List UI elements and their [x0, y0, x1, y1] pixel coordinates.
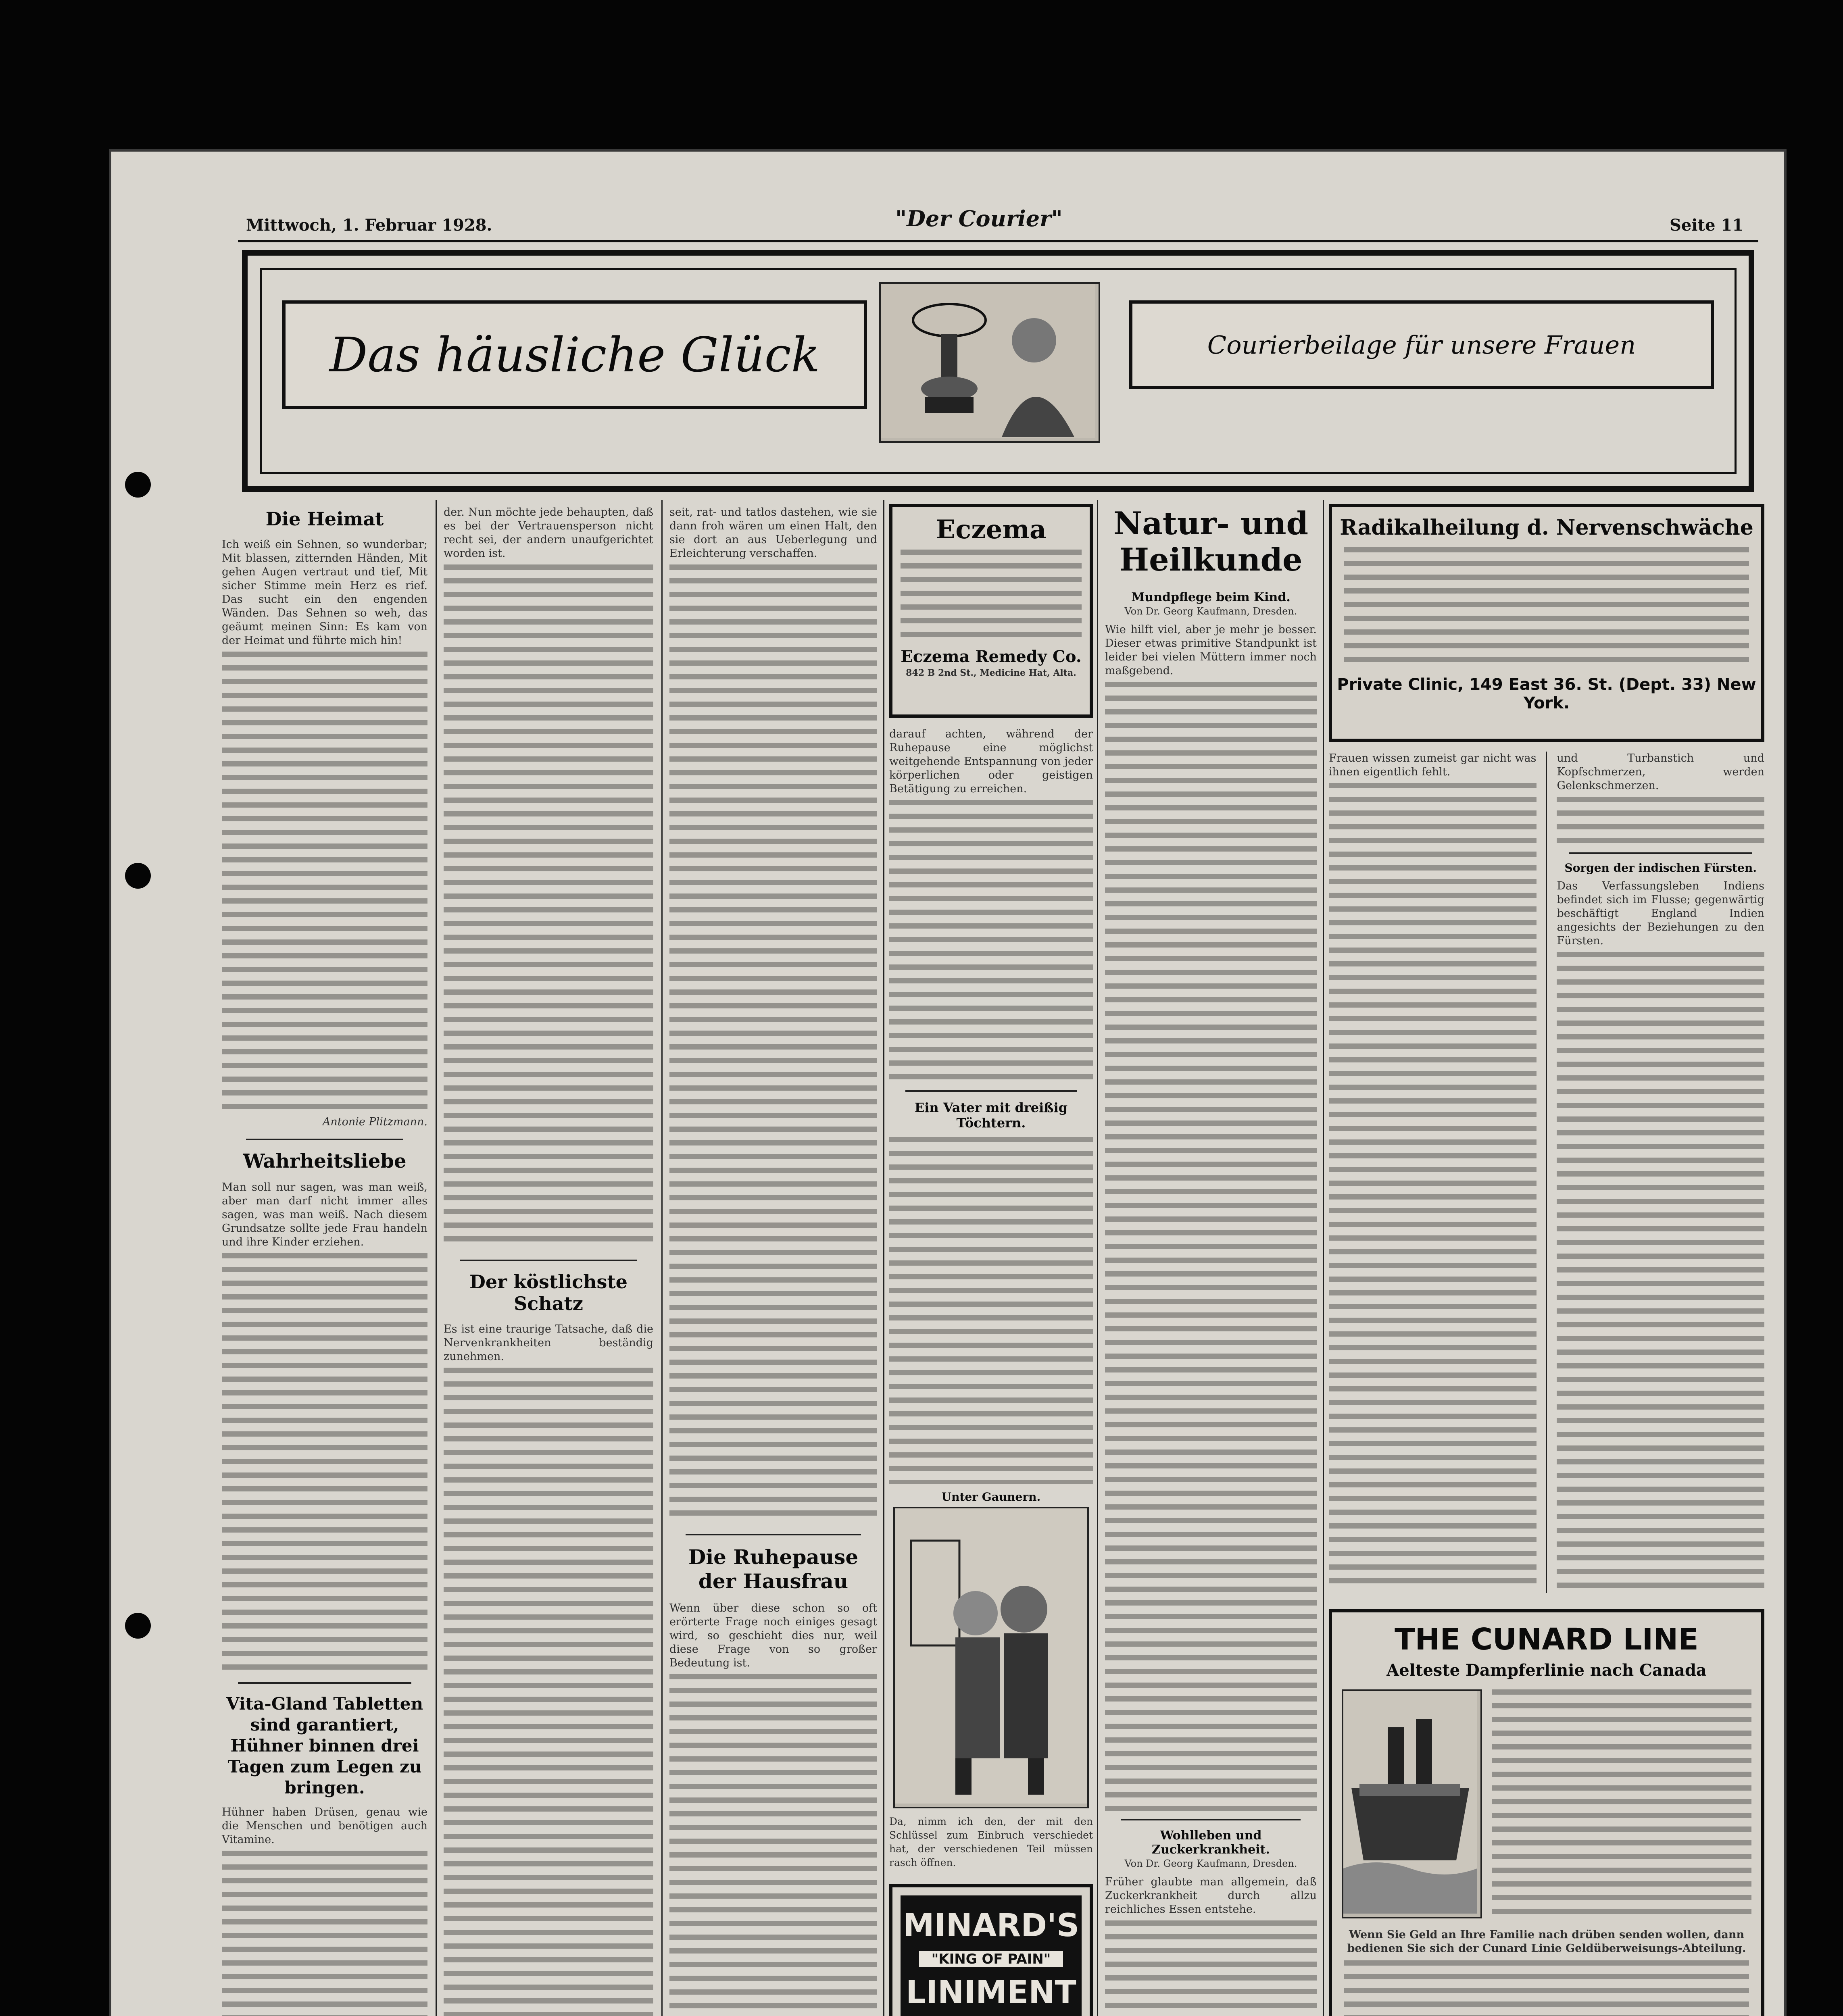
eczema-ad	[889, 504, 1093, 718]
column-4	[889, 500, 1093, 2016]
column-6-right	[1557, 752, 1764, 1593]
zucker-author: Von Dr. Georg Kaufmann, Dresden.	[1124, 1858, 1297, 1869]
column-6-left-lead-text: Frauen wissen zumeist gar nicht was ihnen eigentlich fehlt.	[1329, 752, 1537, 778]
column-rule	[1546, 752, 1547, 1593]
article-text-block	[222, 1253, 427, 1672]
column-3	[669, 500, 877, 2016]
newspaper-page	[109, 149, 1787, 2016]
ruhepause-text: Wenn über diese schon so oft erörterte Frage noch einiges gesagt wird, so geschieht dies nur, weil diese Frage von so großer Bedeutung ist.	[669, 1602, 877, 1669]
section-divider	[1569, 852, 1752, 854]
nervenschwaeche-ad	[1329, 504, 1764, 742]
cunard-line-ad	[1329, 1609, 1764, 2016]
column-rule	[883, 500, 884, 2016]
cunard-text: Wenn Sie Geld an Ihre Familie nach drüben senden wollen, dann bedienen Sie sich der Cunard Linie Geldüberweisungs-Abteilung.	[1347, 1929, 1746, 1955]
cunard-title: THE CUNARD LINE	[1395, 1622, 1699, 1657]
minards-logo	[901, 1895, 1082, 2016]
sorgen-title: Sorgen der indischen Fürsten.	[1564, 861, 1757, 875]
cartoon-caption: Unter Gaunern.	[941, 1490, 1041, 1504]
lamp-illustration	[879, 282, 1100, 443]
heimat-text: Ich weiß ein Sehnen, so wunderbar; Mit blassen, zitternden Händen, Mit gehen Augen vertraut und tief, Mit sicher Stimme mein Herz es rief. Das sucht ein den engenden Wänden. Das Sehnen so weh, das geäumt meinen Sinn: Es kam von der Heimat und führte mich hin!	[222, 538, 427, 647]
column-2	[444, 500, 653, 2016]
eczema-company: Eczema Remedy Co.	[901, 647, 1082, 666]
column-6	[1329, 500, 1764, 2016]
binder-hole	[125, 1613, 151, 1639]
sorgen-text: Das Verfassungsleben Indiens befindet sich im Flusse; gegenwärtig beschäftigt England Indien angesichts der Beziehungen zu den Fürsten.	[1557, 880, 1764, 947]
steamship-icon	[1343, 1691, 1477, 1914]
vater-title: Ein Vater mit dreißig Töchtern.	[914, 1100, 1068, 1131]
column-6-right-lead-text: und Turbanstich und Kopfschmerzen, werden Gelenkschmerzen.	[1557, 752, 1764, 792]
cartoon-figures-icon	[895, 1508, 1087, 1804]
mundpflege-author: Von Dr. Georg Kaufmann, Dresden.	[1124, 606, 1297, 617]
minards-logo-top: MINARD'S	[903, 1908, 1080, 1944]
minards-logo-mid: "KING OF PAIN"	[919, 1951, 1063, 1967]
mundpflege-text: Wie hilft viel, aber je mehr je besser. Dieser etwas primitive Standpunkt ist leider bei vielen Müttern immer noch maßgebend.	[1105, 623, 1317, 677]
natur-heilkunde-title: Natur- und Heilkunde	[1113, 505, 1309, 578]
lamp-icon	[881, 284, 1095, 438]
section-divider	[905, 1090, 1077, 1092]
column-4-lead-text: darauf achten, während der Ruhepause eine möglichst weitgehende Entspannung von jeder körperlichen oder geistigen Betätigung zu erreichen.	[889, 728, 1093, 795]
cartoon-text: Da, nimm ich den, der mit den Schlüssel zum Einbruch verschiedet hat, der verschiedenen Teil müssen rasch öffnen.	[889, 1816, 1093, 1868]
column-3-lead-text: seit, rat- und tatlos dastehen, wie sie dann froh wären um einen Halt, den sie dort an aus Ueberlegung und Erleichterung verschaffen.	[669, 506, 877, 560]
wahrheit-title: Wahrheitsliebe	[243, 1150, 407, 1173]
heimat-title: Die Heimat	[265, 508, 384, 530]
radikal-ad-text	[1344, 547, 1749, 668]
banner-title-box	[282, 300, 867, 409]
article-text-block	[444, 1368, 653, 2016]
radikal-clinic: Private Clinic, 149 East 36. St. (Dept. 33) New York.	[1337, 675, 1756, 712]
article-text-block	[444, 564, 653, 1250]
article-text-block	[1329, 783, 1537, 1589]
ship-illustration	[1342, 1689, 1482, 1918]
eczema-title: Eczema	[936, 514, 1047, 545]
zucker-title: Wohlleben und Zuckerkrankheit.	[1152, 1829, 1270, 1857]
wahrheit-text: Man soll nur sagen, was man weiß, aber man darf nicht immer alles sagen, was man weiß. Nach diesem Grundsatze sollte jede Frau handeln und ihre Kinder erziehen.	[222, 1181, 427, 1248]
banner-subtitle: Courierbeilage für unsere Frauen	[1207, 330, 1636, 360]
cartoon-illustration	[893, 1507, 1089, 1808]
schatz-text: Es ist eine traurige Tatsache, daß die Nervenkrankheiten beständig zunehmen.	[444, 1323, 653, 1363]
column-rule	[436, 500, 437, 2016]
vita-gland-text: Hühner haben Drüsen, genau wie die Menschen und benötigen auch Vitamine.	[222, 1806, 427, 1846]
mundpflege-title: Mundpflege beim Kind.	[1131, 590, 1291, 604]
article-text-block	[669, 1674, 877, 2016]
article-text-block	[1557, 797, 1764, 845]
ruhepause-title: Die Ruhepause der Hausfrau	[688, 1545, 859, 1593]
column-rule	[1097, 500, 1098, 2016]
issue-date: Mittwoch, 1. Februar 1928.	[246, 216, 492, 235]
heimat-author: Antonie Plitzmann.	[322, 1116, 427, 1128]
article-text-block	[669, 564, 877, 1524]
section-divider	[460, 1260, 637, 1261]
eczema-ad-text	[901, 550, 1082, 642]
poem-text-block	[222, 652, 427, 1115]
section-divider	[686, 1534, 861, 1535]
cunard-body	[1342, 1689, 1751, 1918]
binder-hole	[125, 863, 151, 889]
column-5	[1105, 500, 1317, 2016]
column-6-text-row	[1329, 752, 1764, 1593]
cunard-ad-text	[1344, 1960, 1749, 2016]
section-divider	[238, 1682, 411, 1684]
column-1	[222, 500, 427, 2016]
column-rule	[661, 500, 663, 2016]
article-text-block	[889, 1137, 1093, 1484]
page-number: Seite 11	[1670, 216, 1744, 235]
radikal-title: Radikalheilung d. Nervenschwäche	[1340, 515, 1753, 540]
cunard-subtitle: Aelteste Dampferlinie nach Canada	[1386, 1661, 1707, 1680]
section-divider	[246, 1139, 403, 1140]
binder-hole	[125, 472, 151, 498]
article-text-block	[1105, 1920, 1317, 2016]
section-divider	[1121, 1819, 1301, 1820]
banner-title: Das häusliche Glück	[329, 327, 820, 383]
zucker-text: Früher glaubte man allgemein, daß Zuckerkrankheit durch allzu reichliches Essen entstehe.	[1105, 1876, 1317, 1916]
minards-ad	[889, 1884, 1093, 2016]
article-text-block	[1557, 952, 1764, 1593]
vita-gland-headline: Vita-Gland Tabletten sind garantiert, Hühner binnen drei Tagen zum Legen zu bringen.	[226, 1694, 423, 1797]
article-text-block	[889, 800, 1093, 1082]
banner-subtitle-box	[1129, 300, 1714, 389]
ad-text-block	[222, 1851, 427, 2016]
column-2-lead-text: der. Nun möchte jede behaupten, daß es bei der Vertrauensperson nicht recht sei, der andern unaufgerichtet worden ist.	[444, 506, 653, 560]
paper-name: "Der Courier"	[895, 206, 1063, 231]
eczema-address: 842 B 2nd St., Medicine Hat, Alta.	[906, 668, 1076, 678]
column-6-left	[1329, 752, 1537, 1593]
minards-logo-bottom: LINIMENT	[906, 1974, 1076, 2011]
article-text-block	[1105, 682, 1317, 1811]
schatz-title: Der köstlichste Schatz	[469, 1271, 628, 1314]
column-rule	[1323, 500, 1324, 2016]
cunard-ad-text	[1492, 1689, 1751, 1915]
header-rule	[238, 240, 1758, 242]
